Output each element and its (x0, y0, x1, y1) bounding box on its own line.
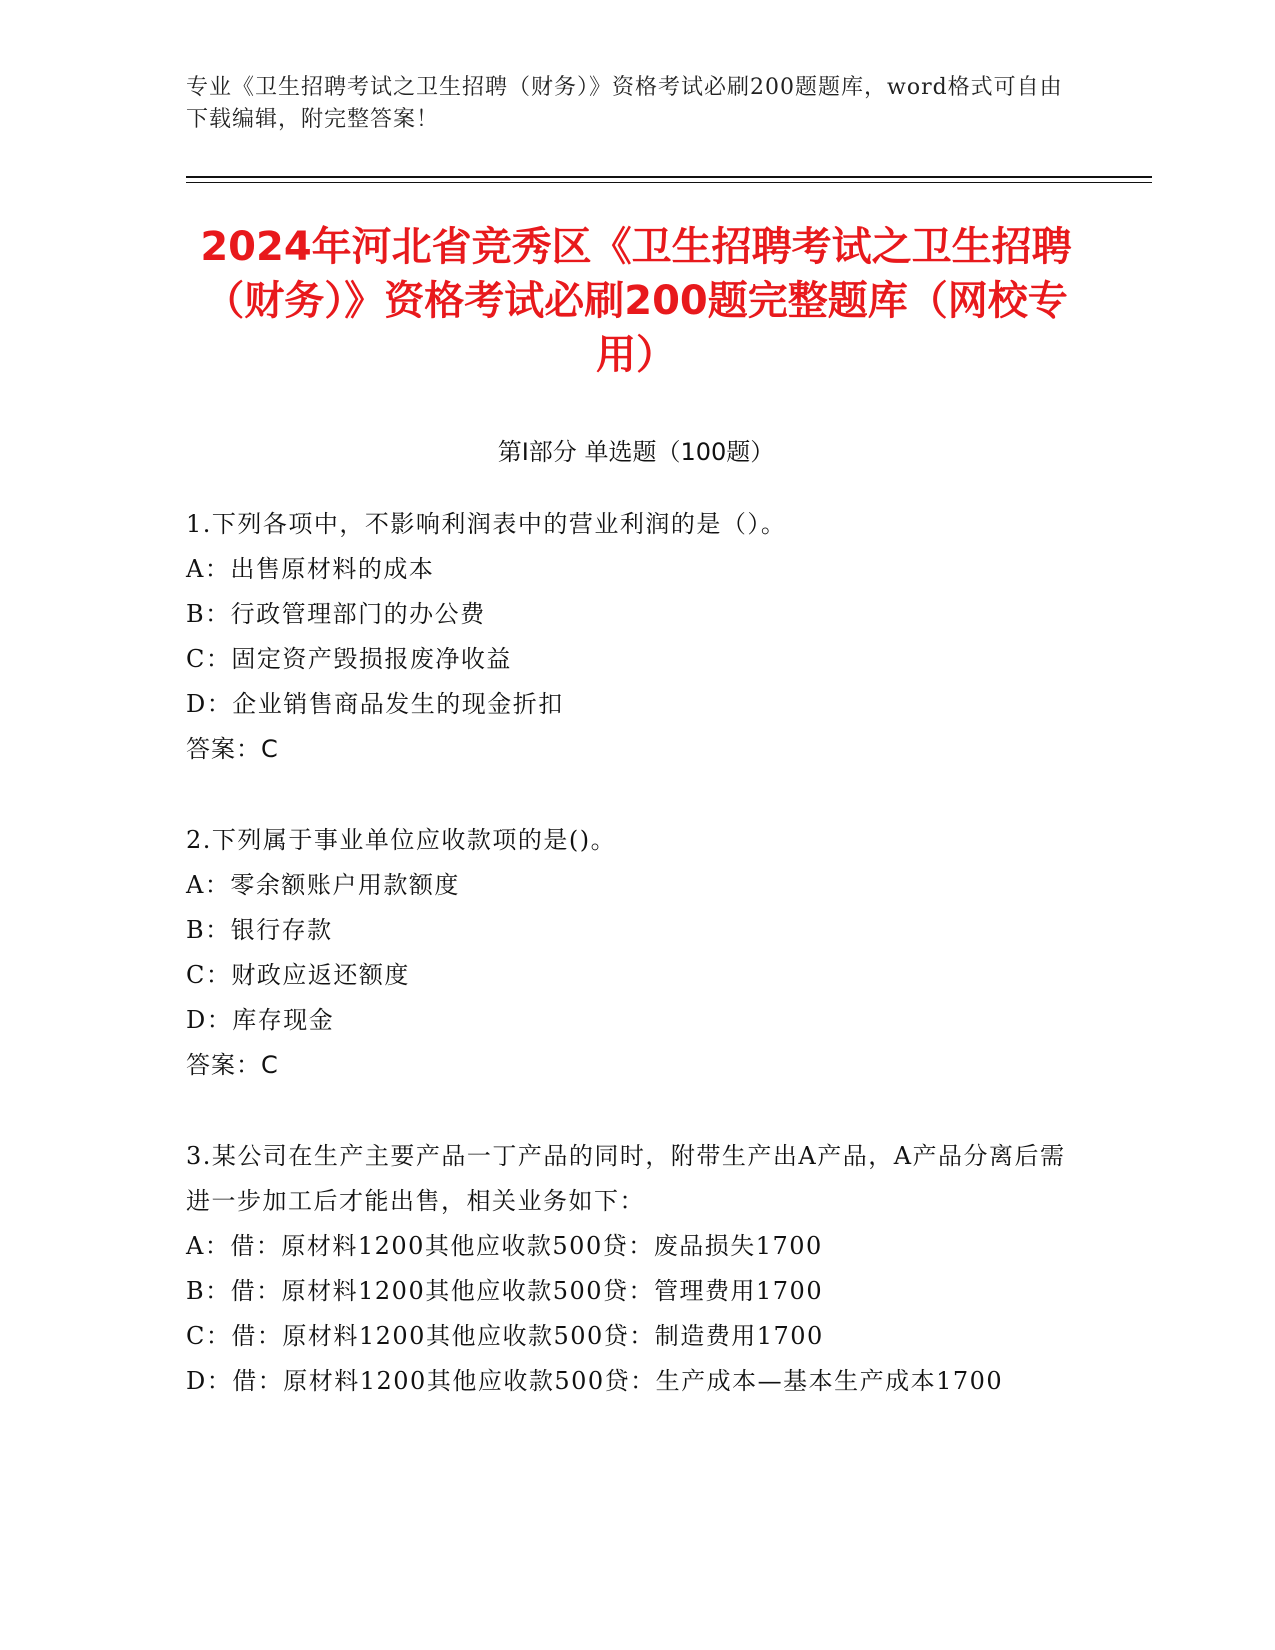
question-stem: 1.下列各项中，不影响利润表中的营业利润的是（）。 (186, 510, 787, 538)
question-option-a: A：借：原材料1200其他应收款500贷：废品损失1700 (186, 1232, 823, 1260)
question-2 (186, 818, 1086, 1088)
question-stem: 2.下列属于事业单位应收款项的是()。 (186, 826, 617, 854)
document-title: 2024年河北省竞秀区《卫生招聘考试之卫生招聘（财务）》资格考试必刷200题完整题库（网校专用） (200, 224, 1072, 378)
question-option-b: B：银行存款 (186, 916, 333, 944)
question-answer: 答案：C (186, 1051, 279, 1079)
question-3 (186, 1134, 1086, 1404)
question-option-d: D：企业销售商品发生的现金折扣 (186, 690, 564, 718)
question-answer: 答案：C (186, 735, 279, 763)
question-option-b: B：行政管理部门的办公费 (186, 600, 486, 628)
question-option-d: D：库存现金 (186, 1006, 335, 1034)
section-title: 第Ⅰ部分 单选题（100题） (497, 438, 775, 466)
question-option-a: A：零余额账户用款额度 (186, 871, 460, 899)
header-rule-thin (186, 182, 1152, 183)
question-option-a: A：出售原材料的成本 (186, 555, 435, 583)
question-1 (186, 502, 1086, 772)
question-stem: 3.某公司在生产主要产品一丁产品的同时，附带生产出A产品，A产品分离后需进一步加工后才能出售，相关业务如下： (186, 1142, 1066, 1215)
header-note: 专业《卫生招聘考试之卫生招聘（财务）》资格考试必刷200题题库，word格式可自由下载编辑，附完整答案！ (186, 75, 1063, 132)
question-option-c: C：固定资产毁损报废净收益 (186, 645, 512, 673)
question-option-c: C：财政应返还额度 (186, 961, 410, 989)
question-option-b: B：借：原材料1200其他应收款500贷：管理费用1700 (186, 1277, 824, 1305)
header-rule-thick (186, 176, 1152, 178)
question-option-c: C：借：原材料1200其他应收款500贷：制造费用1700 (186, 1322, 824, 1350)
question-option-d: D：借：原材料1200其他应收款500贷：生产成本—基本生产成本1700 (186, 1367, 1004, 1395)
